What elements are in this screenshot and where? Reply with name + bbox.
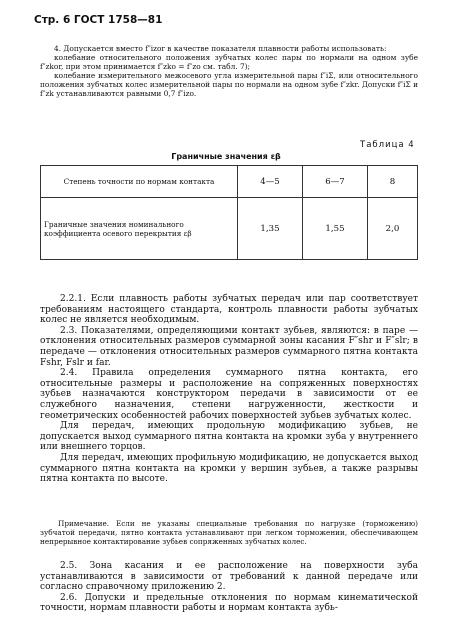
paragraph-2-5: 2.5. Зона касания и ее расположение на поверхности зуба устанавливаются в зависимости от требований к данной передаче или согласно справочному приложению 2. [40, 561, 418, 593]
table-value-1: 1,35 [238, 198, 303, 260]
main-text [40, 294, 418, 485]
paragraph-2-2-1: 2.2.1. Если плавность работы зубчатых передач или пар соответствует требованиям настоящего стандарта, контроль плавности работы зубчатых колес не является необходимым. [40, 294, 418, 326]
paragraph-longitudinal: Для передач, имеющих продольную модификацию зубьев, не допускается выход суммарного пятна контакта на кромки зуба у внутреннего или внешнего торцов. [40, 421, 418, 453]
page-header: Стр. 6 ГОСТ 1758—81 [34, 14, 163, 26]
paragraph-2-4: 2.4. Правила определения суммарного пятна контакта, его относительные размеры и расположение на сопряженных поверхностях зубьев назначаются конструктором передачи в зависимости от ее служебного назначения, степени нагруженности, жесткости и геометрических особенностей рабочих поверхностей зубьев зубчатых колес. [40, 368, 418, 421]
table-label: Таблица 4 [360, 140, 415, 150]
item-4-sub2: колебание измерительного межосевого угла измерительной пары f″iΣ, или относительного положения зубчатых колес измерительной пары по нормали на одном зубе f″zkr. Допуски f″iΣ и f″zk устанавливаются равными 0,7 f″izo. [40, 71, 418, 98]
note-block [40, 519, 418, 546]
table-col-4-5: 4—5 [238, 166, 303, 198]
item-4-sub1: колебание относительного положения зубчатых колес пары по нормали на одном зубе f″zkor, при этом принимается f″zko = f″zo см. табл. 7); [40, 53, 418, 71]
table-row-label: Граничные значения номинального коэффициента осевого перекрытия εβ [41, 198, 238, 260]
table-value-3: 2,0 [368, 198, 418, 260]
item-4-text: 4. Допускается вместо f″izor в качестве показателя плавности работы использовать: [54, 44, 387, 53]
table-value-2: 1,55 [303, 198, 368, 260]
boundary-values-table [40, 165, 418, 260]
table-title: Граничные значения εβ [171, 152, 281, 161]
item-4-block [40, 44, 418, 98]
paragraph-2-3: 2.3. Показателями, определяющими контакт зубьев, являются: в паре — отклонения относительных размеров суммарной зоны касания F″shr и F″slr; в передаче — отклонения относительных размеров суммарного пятна контакта Fshr, Fslr и far. [40, 325, 418, 368]
main-text-2 [40, 561, 418, 614]
table-header-col: Степень точности по нормам контакта [41, 166, 238, 198]
paragraph-profile: Для передач, имеющих профильную модификацию, не допускается выход суммарного пятна контакта на кромки у вершин зубьев, а также разрывы пятна контакта по высоте. [40, 452, 418, 485]
table-col-6-7: 6—7 [303, 166, 368, 198]
paragraph-2-6: 2.6. Допуски и предельные отклонения по нормам кинематической точности, нормам плавности работы и нормам контакта зубь- [40, 592, 418, 614]
table-col-8: 8 [368, 166, 418, 198]
note-text: Примечание. Если не указаны специальные требования по нагрузке (торможению) зубчатой передачи, пятно контакта устанавливают при легком торможении, обеспечивающем непрерывное контактирование зубьев сопряженных зубчатых колес. [40, 519, 418, 546]
